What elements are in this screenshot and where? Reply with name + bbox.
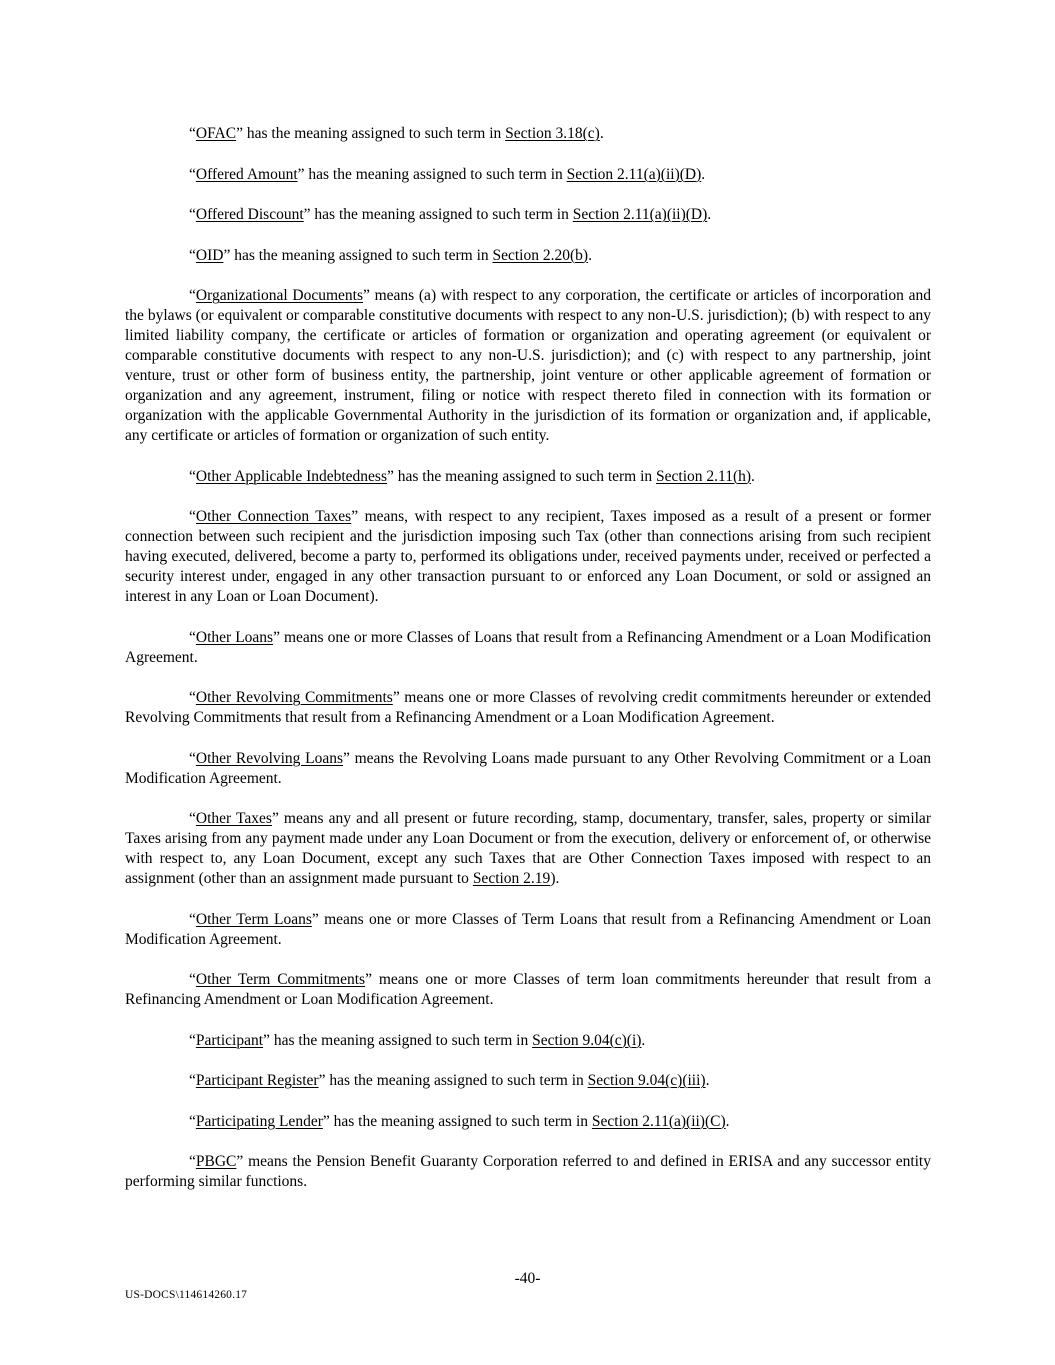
defined-term: Organizational Documents — [195, 287, 364, 304]
definition-end: ). — [550, 870, 560, 887]
section-reference: Section 9.04(c)(iii) — [587, 1072, 706, 1089]
page-number: -40- — [514, 1270, 541, 1287]
defined-term: Other Term Commitments — [195, 971, 366, 988]
definition-participant: “Participant” has the meaning assigned to such term in Section 9.04(c)(i). — [189, 1031, 646, 1049]
document-id: US-DOCS\114614260.17 — [125, 1289, 248, 1301]
defined-term: Other Loans — [195, 628, 274, 646]
definition-text: means the Revolving Loans made pursuant to any Other Revolving Commitment or a Loan Modification Agreement. — [125, 749, 931, 787]
defined-term: Other Applicable Indebtedness — [195, 467, 387, 485]
document-body — [125, 124, 931, 1213]
definition-text: means one or more Classes of Loans that result from a Refinancing Amendment or a Loan Modification Agreement. — [125, 628, 931, 666]
section-reference: Section 2.11(h) — [656, 467, 752, 485]
definition-text: has the meaning assigned to such term in — [269, 1031, 533, 1049]
definition-text: has the meaning assigned to such term in — [329, 1112, 592, 1130]
definition-other-term-commitments: “Other Term Commitments” means one or more Classes of term loan commitments hereunder that result from a Refinancing Amendment or Loan Modification Agreement. — [125, 971, 931, 1008]
definition-other-term-loans: “Other Term Loans” means one or more Classes of Term Loans that result from a Refinancing Amendment or Loan Modification Agreement. — [125, 910, 932, 948]
definition-other-connection-taxes: “Other Connection Taxes” means, with respect to any recipient, Taxes imposed as a result of a present or former connection between such recipient and the jurisdiction imposing such Tax (other than connections arising from such recipient having executed, delivered, become a party to, performed its obligations under, received payments under, received or perfected a security interest under, engaged in any other transaction pursuant to or enforced any Loan Document, or sold or assigned an interest in any Loan or Loan Document). — [125, 508, 931, 605]
defined-term: Offered Discount — [195, 206, 304, 223]
definition-text: has the meaning assigned to such term in — [310, 206, 573, 223]
definition-offered-amount: “Offered Amount” has the meaning assigned to such term in Section 2.11(a)(ii)(D). — [189, 165, 706, 183]
definition-text: means (a) with respect to any corporation, the certificate or articles of incorporation and the bylaws (or equivalent or comparable constitutive documents with respect to any non-U.S. jurisdiction); (b) with respect to any limited liability company, the certificate or articles of formation or organization and operating agreement (or equivalent or comparable constitutive documents with respect to any non-U.S. jurisdiction); and (c) with respect to any partnership, joint venture, trust or other form of business entity, the partnership, joint venture or other applicable agreement of formation or organization and any agreement, instrument, filing or notice with respect thereto filed in connection with its formation or organization with the applicable Governmental Authority in the jurisdiction of its formation or organization and, if applicable, any certificate or articles of formation or organization of such entity. — [125, 287, 932, 444]
definition-other-revolving-commitments: “Other Revolving Commitments” means one or more Classes of revolving credit commitments hereunder or extended Revolving Commitments that result from a Refinancing Amendment or a Loan Modification Agreement. — [125, 689, 931, 726]
section-reference: Section 9.04(c)(i) — [532, 1031, 642, 1049]
defined-term: Other Connection Taxes — [195, 508, 352, 525]
definition-text: means one or more Classes of term loan commitments hereunder that result from a Refinancing Amendment or Loan Modification Agreement. — [125, 971, 931, 1008]
definition-other-taxes: “Other Taxes” means any and all present or future recording, stamp, documentary, transfer, sales, property or similar Taxes arising from any payment made under any Loan Document or from the execution, delivery or enforcement of, or otherwise with respect to, any Loan Document, except any such Taxes that are Other Connection Taxes imposed with respect to an assignment (other than an assignment made pursuant to Section 2.19). — [125, 810, 931, 887]
defined-term: Offered Amount — [195, 165, 298, 183]
defined-term: OID — [195, 246, 224, 264]
definition-end: . — [707, 206, 712, 223]
definition-participant-register: “Participant Register” has the meaning assigned to such term in Section 9.04(c)(iii). — [189, 1072, 710, 1089]
defined-term: Other Term Loans — [195, 910, 312, 928]
definition-other-applicable-indebtedness: “Other Applicable Indebtedness” has the meaning assigned to such term in Section 2.11(h). — [189, 467, 755, 485]
definition-text: means one or more Classes of revolving credit commitments hereunder or extended Revolving Commitments that result from a Refinancing Amendment or a Loan Modification Agreement. — [125, 689, 931, 726]
defined-term: Other Revolving Commitments — [195, 689, 393, 706]
definition-text: has the meaning assigned to such term in — [304, 165, 567, 183]
definition-pbgc: “PBGC” means the Pension Benefit Guaranty Corporation referred to and defined in ERISA and any successor entity performing similar functions. — [125, 1153, 931, 1190]
section-reference: Section 3.18(c) — [505, 125, 600, 142]
defined-term: PBGC — [195, 1153, 237, 1170]
definition-text: has the meaning assigned to such term in — [393, 467, 657, 485]
definition-end: . — [641, 1031, 646, 1049]
definition-text: means, with respect to any recipient, Taxes imposed as a result of a present or former connection between such recipient and the jurisdiction imposing such Tax (other than connections arising from such recipient having executed, delivered, become a party to, performed its obligations under, received payments under, received or perfected a security interest under, engaged in any other transaction pursuant to or enforced any Loan Document, or sold or assigned an interest in any Loan or Loan Document). — [125, 508, 931, 605]
section-reference: Section 2.19 — [472, 870, 551, 887]
section-reference: Section 2.11(a)(ii)(C) — [591, 1112, 726, 1130]
definition-text: means the Pension Benefit Guaranty Corporation referred to and defined in ERISA and any successor entity performing similar functions. — [125, 1153, 931, 1190]
section-reference: Section 2.20(b) — [492, 246, 589, 264]
defined-term: Participant — [195, 1031, 264, 1049]
section-reference: Section 2.11(a)(ii)(D) — [566, 165, 702, 183]
definition-text: has the meaning assigned to such term in — [230, 246, 493, 264]
defined-term: Other Revolving Loans — [195, 749, 343, 767]
defined-term: OFAC — [195, 125, 237, 142]
definition-end: . — [725, 1112, 730, 1130]
definition-other-loans: “Other Loans” means one or more Classes of Loans that result from a Refinancing Amendment or a Loan Modification Agreement. — [125, 628, 931, 666]
definition-end: . — [701, 165, 706, 183]
definition-text: has the meaning assigned to such term in — [325, 1072, 588, 1089]
definition-text: means one or more Classes of Term Loans that result from a Refinancing Amendment or Loan Modification Agreement. — [125, 910, 932, 948]
definition-text: means any and all present or future recording, stamp, documentary, transfer, sales, property or similar Taxes arising from any payment made under any Loan Document or from the execution, delivery or enforcement of, or otherwise with respect to, any Loan Document, except any such Taxes that are Other Connection Taxes imposed with respect to an assignment (other than an assignment made pursuant to — [125, 810, 931, 887]
definition-other-revolving-loans: “Other Revolving Loans” means the Revolving Loans made pursuant to any Other Revolving Commitment or a Loan Modification Agreement. — [125, 749, 931, 787]
section-reference: Section 2.11(a)(ii)(D) — [572, 206, 708, 223]
definition-offered-discount: “Offered Discount” has the meaning assigned to such term in Section 2.11(a)(ii)(D). — [189, 206, 712, 223]
definition-end: . — [599, 125, 604, 142]
definition-ofac: “OFAC” has the meaning assigned to such term in Section 3.18(c). — [189, 125, 604, 142]
definition-text: has the meaning assigned to such term in — [242, 125, 506, 142]
definition-organizational-documents: “Organizational Documents” means (a) with respect to any corporation, the certificate or articles of incorporation and the bylaws (or equivalent or comparable constitutive documents with respect to any non-U.S. jurisdiction); (b) with respect to any limited liability company, the certificate or articles of formation or organization and operating agreement (or equivalent or comparable constitutive documents with respect to any non-U.S. jurisdiction); and (c) with respect to any partnership, joint venture, trust or other form of business entity, the partnership, joint venture or other applicable agreement of formation or organization and any agreement, instrument, filing or notice with respect thereto filed in connection with its formation or organization with the applicable Governmental Authority in the jurisdiction of its formation or organization and, if applicable, any certificate or articles of formation or organization of such entity. — [125, 287, 932, 444]
definition-end: . — [705, 1072, 710, 1089]
definition-end: . — [588, 246, 592, 264]
defined-term: Participant Register — [195, 1072, 319, 1089]
definition-oid: “OID” has the meaning assigned to such term in Section 2.20(b). — [189, 246, 592, 264]
defined-term: Other Taxes — [195, 810, 272, 827]
definition-participating-lender: “Participating Lender” has the meaning assigned to such term in Section 2.11(a)(ii)(C). — [189, 1112, 730, 1130]
definition-end: . — [751, 467, 755, 485]
defined-term: Participating Lender — [195, 1112, 323, 1130]
